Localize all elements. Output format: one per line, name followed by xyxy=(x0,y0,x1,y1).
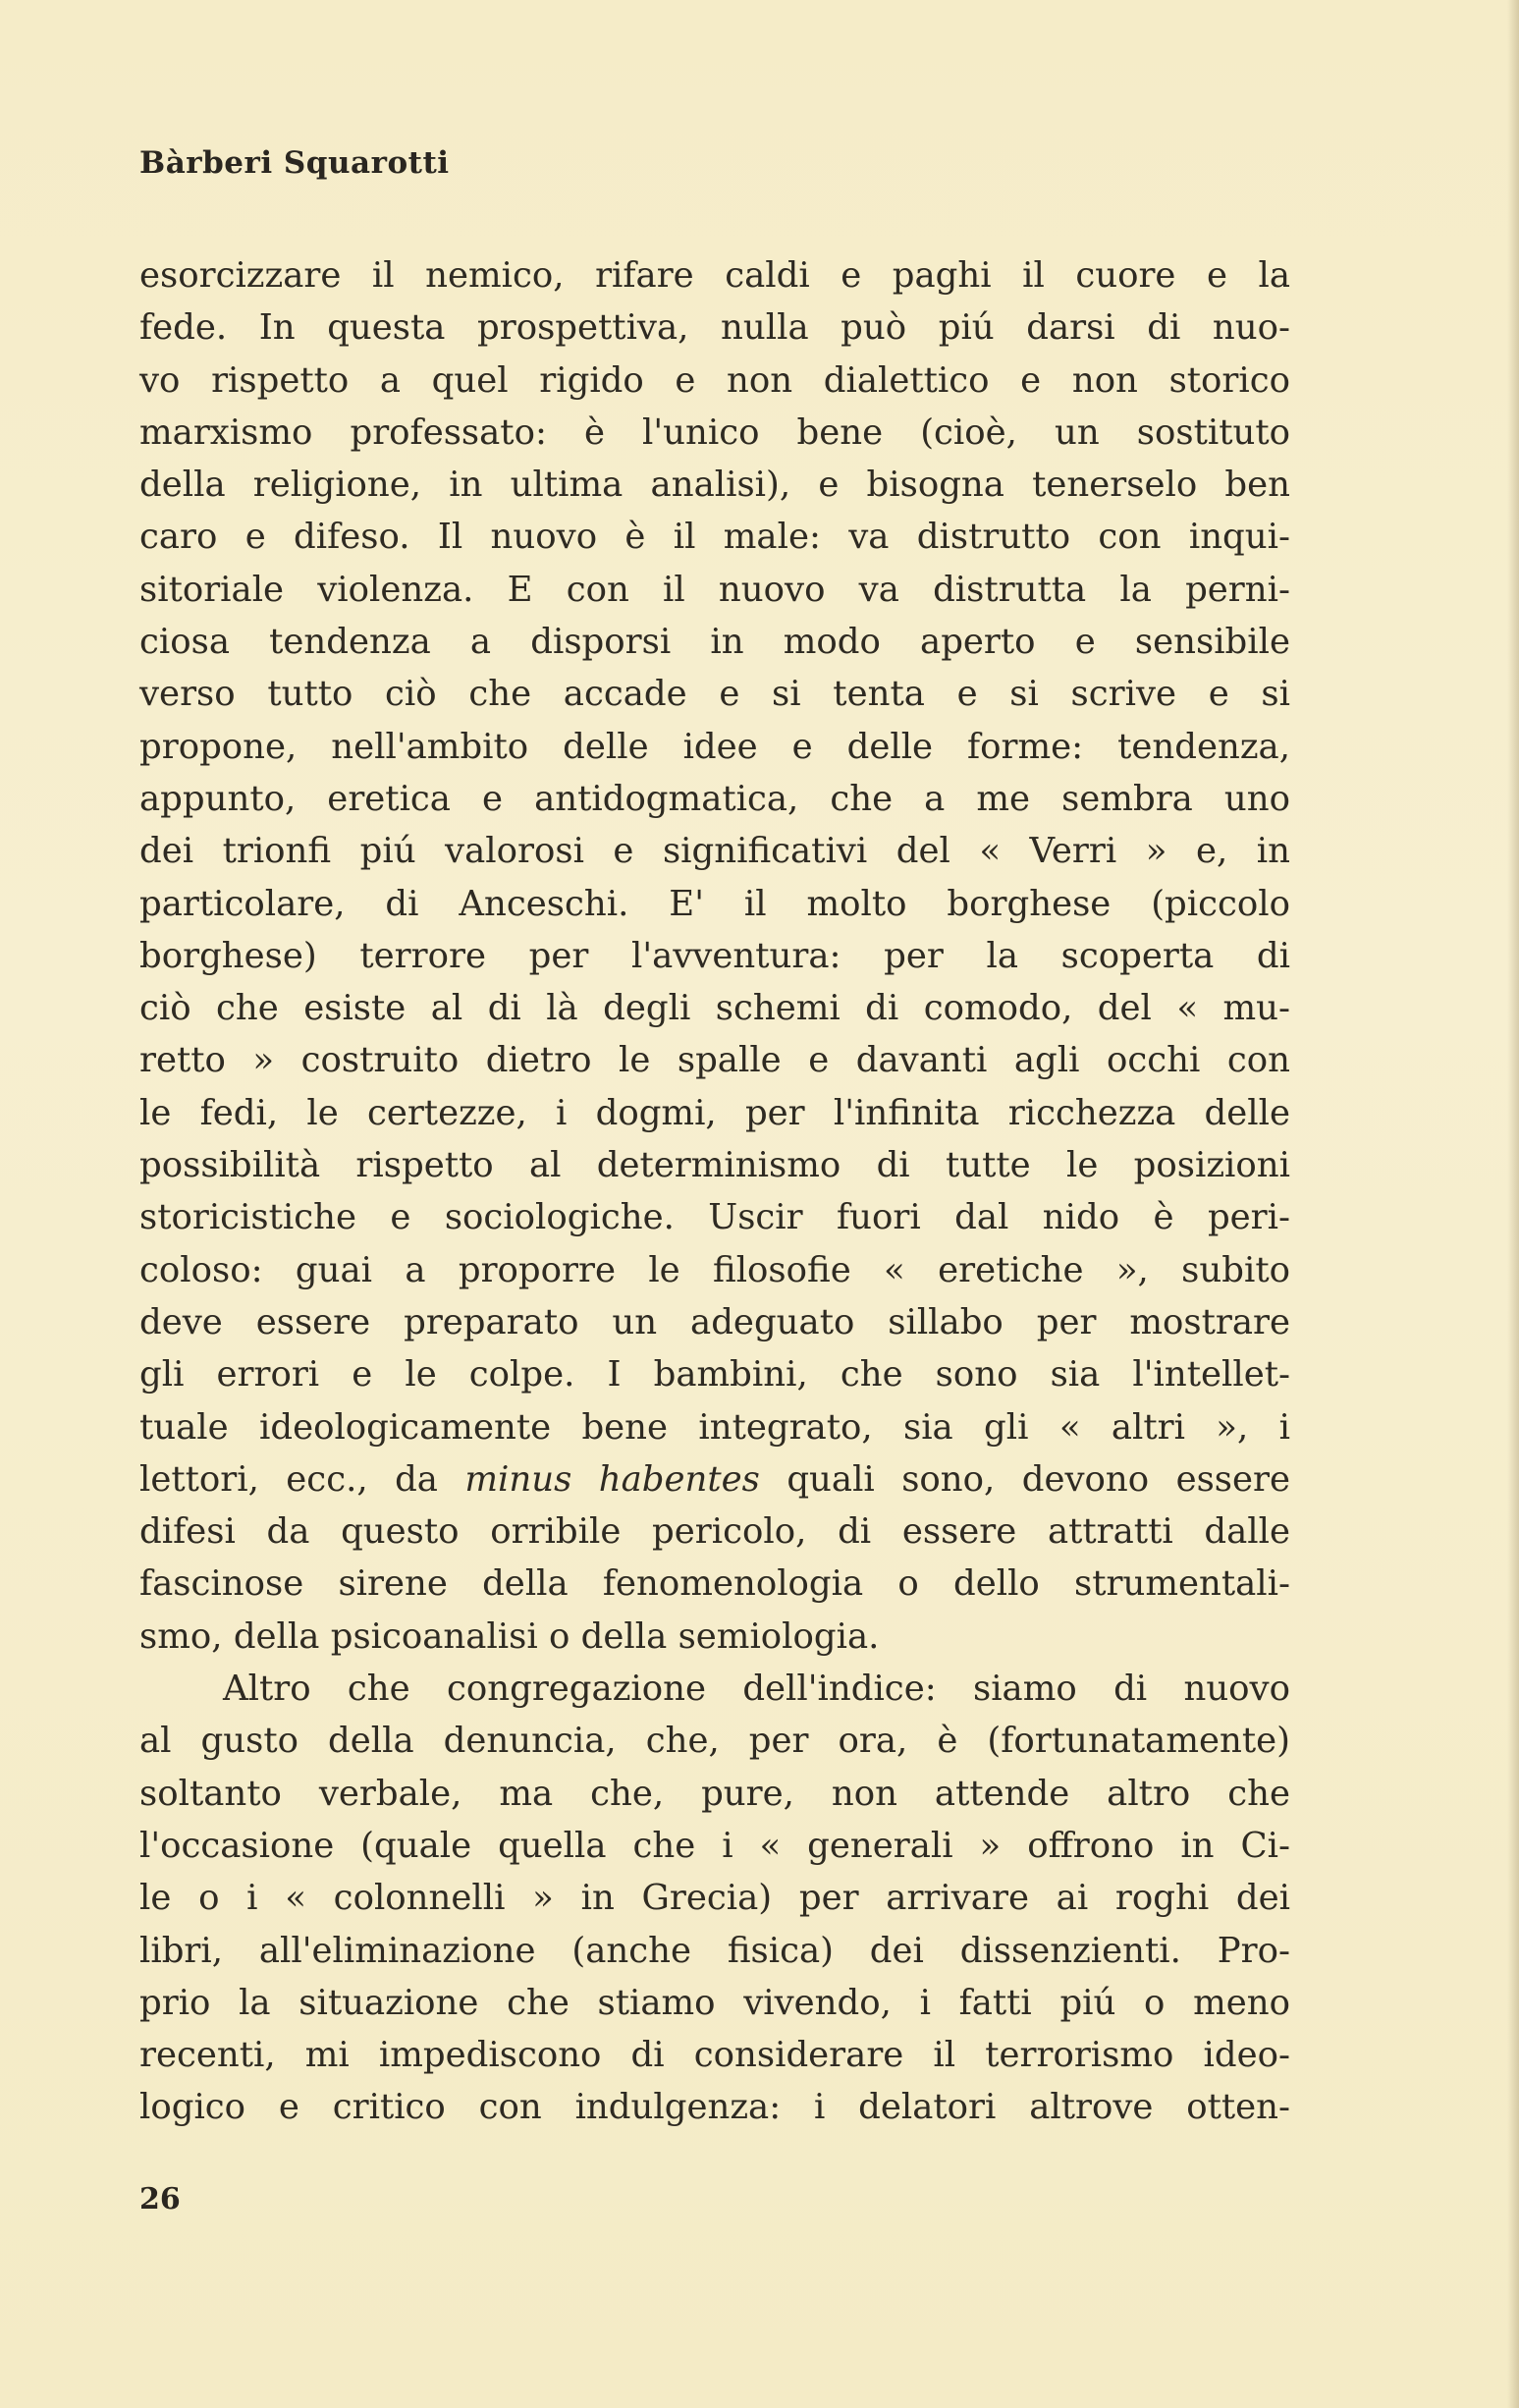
text-line-paragraph-start: Altro che congregazione dell'indice: siamo di nuovo xyxy=(223,1669,1290,1710)
text-line: vo rispetto a quel rigido e non dialettico e non storico xyxy=(139,359,1290,401)
text-line: caro e difeso. Il nuovo è il male: va distrutto con inqui- xyxy=(139,517,1290,558)
text-line: l'occasione (quale quella che i « generali » offrono in Ci- xyxy=(139,1825,1290,1866)
text-line: particolare, di Anceschi. E' il molto borghese (piccolo xyxy=(139,883,1290,924)
text-line: borghese) terrore per l'avventura: per la scoperta di xyxy=(139,935,1290,976)
text-segment: quali sono, devono essere xyxy=(759,1458,1291,1500)
text-line: verso tutto ciò che accade e si tenta e si scrive e si xyxy=(139,674,1290,715)
italic-phrase: minus habentes xyxy=(464,1458,760,1500)
text-line: fascinose sirene della fenomenologia o dello strumentali- xyxy=(139,1563,1290,1605)
text-line: ciosa tendenza a disporsi in modo aperto e sensibile xyxy=(139,622,1290,663)
text-segment: lettori, ecc., da xyxy=(139,1458,465,1500)
text-line: storicistiche e sociologiche. Uscir fuori dal nido è peri- xyxy=(139,1197,1290,1238)
body-text xyxy=(139,249,1290,2134)
text-line: esorcizzare il nemico, rifare caldi e paghi il cuore e la xyxy=(139,255,1290,296)
text-line: della religione, in ultima analisi), e bisogna tenerselo ben xyxy=(139,465,1290,506)
text-line: tuale ideologicamente bene integrato, sia gli « altri », i xyxy=(139,1406,1290,1448)
text-line: recenti, mi impediscono di considerare il terrorismo ideo- xyxy=(139,2035,1290,2076)
text-line: logico e critico con indulgenza: i delatori altrove otten- xyxy=(139,2087,1290,2128)
text-line: propone, nell'ambito delle idee e delle forme: tendenza, xyxy=(139,726,1290,767)
running-head: Bàrberi Squarotti xyxy=(139,145,450,181)
text-line: le fedi, le certezze, i dogmi, per l'infinita ricchezza delle xyxy=(139,1092,1290,1133)
text-line: possibilità rispetto al determinismo di tutte le posizioni xyxy=(139,1145,1290,1186)
text-line: marxismo professato: è l'unico bene (cioè, un sostituto xyxy=(139,411,1290,453)
text-line: libri, all'eliminazione (anche fisica) dei dissenzienti. Pro- xyxy=(139,1930,1290,1971)
text-line: prio la situazione che stiamo vivendo, i fatti piú o meno xyxy=(139,1982,1290,2023)
text-line: le o i « colonnelli » in Grecia) per arrivare ai roghi dei xyxy=(139,1878,1290,1919)
text-line-with-italic xyxy=(139,1453,1290,1505)
text-line: difesi da questo orribile pericolo, di essere attratti dalle xyxy=(139,1511,1290,1553)
text-line: soltanto verbale, ma che, pure, non attende altro che xyxy=(139,1773,1290,1814)
page-number: 26 xyxy=(139,2182,181,2216)
text-line: coloso: guai a proporre le filosofie « eretiche », subito xyxy=(139,1249,1290,1290)
text-line: al gusto della denuncia, che, per ora, è (fortunatamente) xyxy=(139,1721,1290,1762)
text-line: sitoriale violenza. E con il nuovo va distrutta la perni- xyxy=(139,569,1290,610)
text-line: deve essere preparato un adeguato sillabo per mostrare xyxy=(139,1301,1290,1342)
text-line-paragraph-end: smo, della psicoanalisi o della semiologia. xyxy=(139,1615,880,1657)
text-line: ciò che esiste al di là degli schemi di comodo, del « mu- xyxy=(139,988,1290,1029)
text-line: gli errori e le colpe. I bambini, che sono sia l'intellet- xyxy=(139,1354,1290,1396)
text-line: fede. In questa prospettiva, nulla può piú darsi di nuo- xyxy=(139,307,1290,349)
text-line: appunto, eretica e antidogmatica, che a me sembra uno xyxy=(139,778,1290,819)
text-line: dei trionfi piú valorosi e significativi del « Verri » e, in xyxy=(139,831,1290,872)
text-line: retto » costruito dietro le spalle e davanti agli occhi con xyxy=(139,1040,1290,1081)
